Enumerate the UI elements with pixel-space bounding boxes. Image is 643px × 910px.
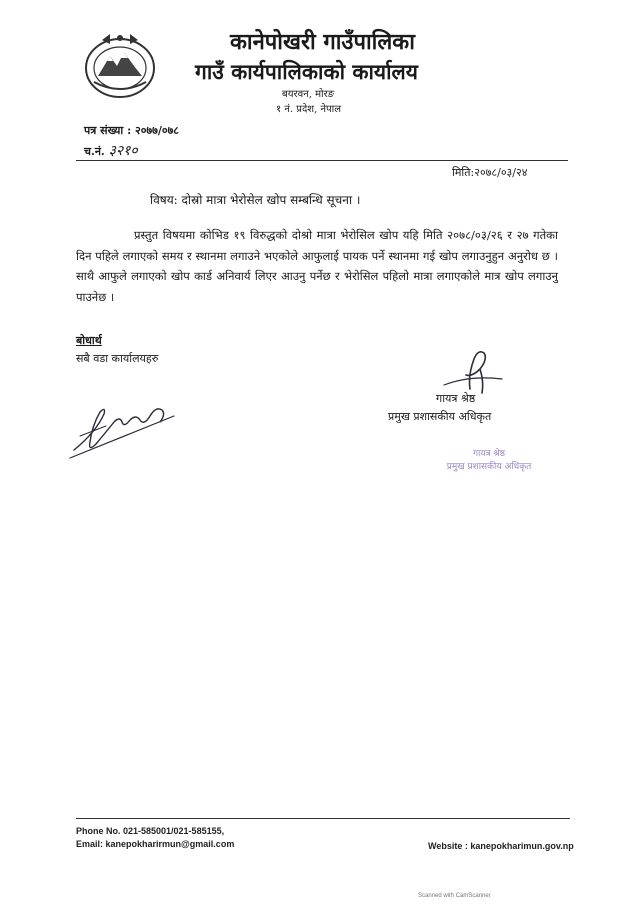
header-divider [76, 160, 568, 161]
office-name: गाउँ कार्यपालिकाको कार्यालय [195, 59, 418, 84]
footer-phone: Phone No. 021-585001/021-585155, [76, 826, 225, 836]
dispatch-label: च.नं. [84, 145, 105, 158]
footer-email: Email: kanepokharirmun@gmail.com [76, 839, 235, 849]
stamp-line-2: प्रमुख प्रशासकीय अधिकृत [446, 462, 532, 472]
footer-divider [76, 818, 570, 819]
distribution-heading: बोधार्थ [76, 334, 102, 347]
address-line-2: १ नं. प्रदेश, नेपाल [276, 104, 342, 115]
distribution-item: सबै वडा कार्यालयहरु [76, 352, 159, 365]
signatory-title: प्रमुख प्रशासकीय अधिकृत [388, 410, 492, 423]
footer-website: Website : kanepokharimun.gov.np [428, 841, 574, 851]
dispatch-number-row [84, 141, 138, 160]
official-stamp [424, 448, 554, 474]
municipality-name: कानेपोखरी गाउँपालिका [230, 29, 415, 55]
letter-body: प्रस्तुत विषयमा कोभिड १९ विरुद्धको दोश्रो मात्रा भेरोसिल खोप यहि मिति २०७८/०३/२६ र २७ गतेका दिन पहिले लगाएको समय र स्थानमा लगाउने भएकोले आफुलाई पायक पर्ने स्थानमा गई खोप लगाउनुहुन अनुरोध छ । साथै आफुले लगाएको खोप कार्ड अनिवार्य लिएर आउनु पर्नेछ र भेरोसिल पहिलो मात्रा लगाएकोले मात्र खोप लगाउनु पाउनेछ । [76, 228, 558, 304]
handwritten-signature-right [440, 345, 510, 395]
address-line-1: बयरवन, मोरङ [282, 89, 335, 100]
letter-date: मिति:२०७८/०३/२४ [452, 166, 528, 179]
handwritten-signature-left [66, 392, 186, 462]
dispatch-number: ३२१० [108, 143, 138, 159]
stamp-line-1: गायत्र श्रेष्ठ [472, 449, 506, 459]
signatory-name: गायत्र श्रेष्ठ [436, 392, 476, 405]
nepal-emblem-icon [80, 30, 160, 100]
letter-number: पत्र संख्या : २०७७/०७८ [84, 124, 180, 137]
letter-subject: विषय: दोस्रो मात्रा भेरोसेल खोप सम्बन्धि सूचना । [150, 193, 361, 207]
scanner-watermark: Scanned with CamScanner [418, 893, 491, 899]
